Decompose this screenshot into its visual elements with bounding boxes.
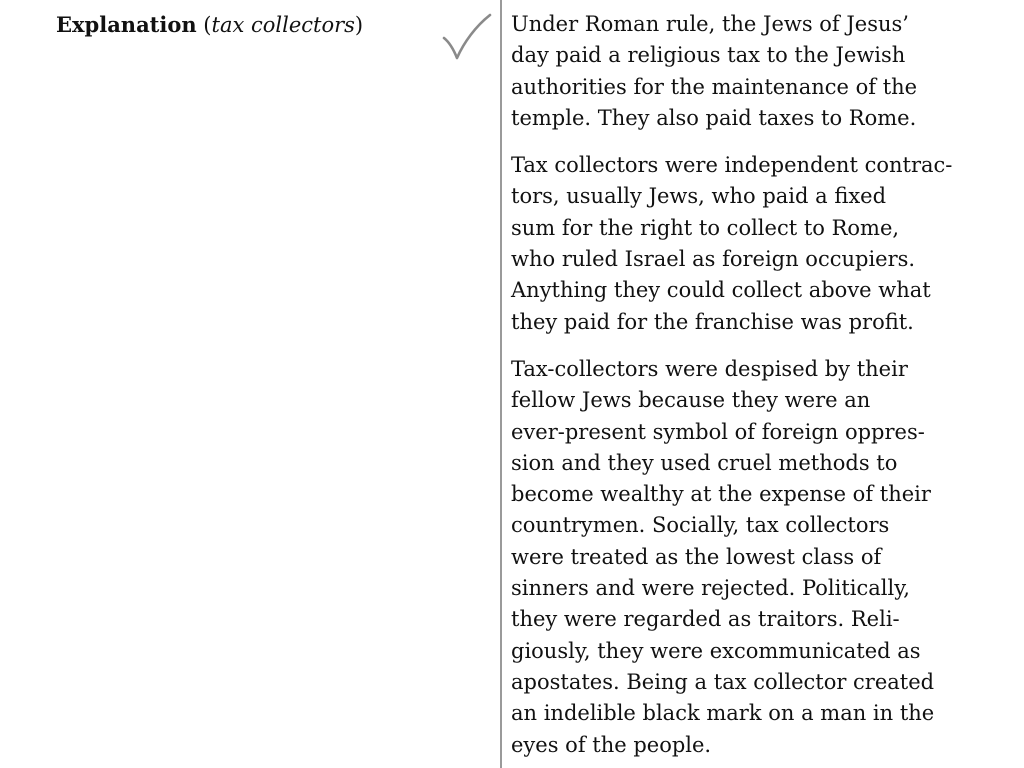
text-line: Anything they could collect above what xyxy=(511,278,931,303)
text-line: Under Roman rule, the Jews of Jesus’ xyxy=(511,12,909,36)
section-heading xyxy=(56,9,363,41)
text-line: sum for the right to collect to Rome, xyxy=(511,215,900,240)
text-line: countrymen. Socially, tax collectors xyxy=(511,513,890,538)
paragraph-despised xyxy=(511,354,981,761)
heading-subject: tax collectors xyxy=(211,13,355,37)
text-line: giously, they were excommunicated as xyxy=(511,638,921,663)
text-line: apostates. Being a tax collector created xyxy=(511,669,935,694)
column-divider xyxy=(500,0,502,768)
text-line: who ruled Israel as foreign occupiers. xyxy=(511,247,916,272)
text-line: were treated as the lowest class of xyxy=(511,544,882,569)
heading-term: Explanation xyxy=(56,12,197,37)
text-line: temple. They also paid taxes to Rome. xyxy=(511,105,917,130)
text-line: Tax collectors were independent contrac- xyxy=(511,153,953,178)
text-line: day paid a religious tax to the Jewish xyxy=(511,43,906,68)
text-line: they paid for the franchise was profit. xyxy=(511,309,914,334)
heading-open-paren: ( xyxy=(196,13,212,37)
text-line: ever-present symbol of foreign oppres- xyxy=(511,419,925,444)
text-line: authorities for the maintenance of the xyxy=(511,74,918,99)
text-line: tors, usually Jews, who paid a fixed xyxy=(511,184,887,209)
explanation-body xyxy=(511,9,981,768)
paragraph-contractors xyxy=(511,150,981,338)
text-line: sinners and were rejected. Politically, xyxy=(511,576,910,601)
heading-close-paren: ) xyxy=(354,13,364,37)
checkmark-icon xyxy=(438,12,494,62)
text-line: they were regarded as traitors. Reli- xyxy=(511,607,900,632)
text-line: sion and they used cruel methods to xyxy=(511,450,898,475)
text-line: eyes of the people. xyxy=(511,732,712,757)
text-line: fellow Jews because they were an xyxy=(511,388,871,413)
text-line: become wealthy at the expense of their xyxy=(511,482,931,507)
text-line: an indelible black mark on a man in the xyxy=(511,701,935,726)
text-line: Tax-collectors were despised by their xyxy=(511,356,908,381)
paragraph-roman-rule xyxy=(511,9,981,134)
